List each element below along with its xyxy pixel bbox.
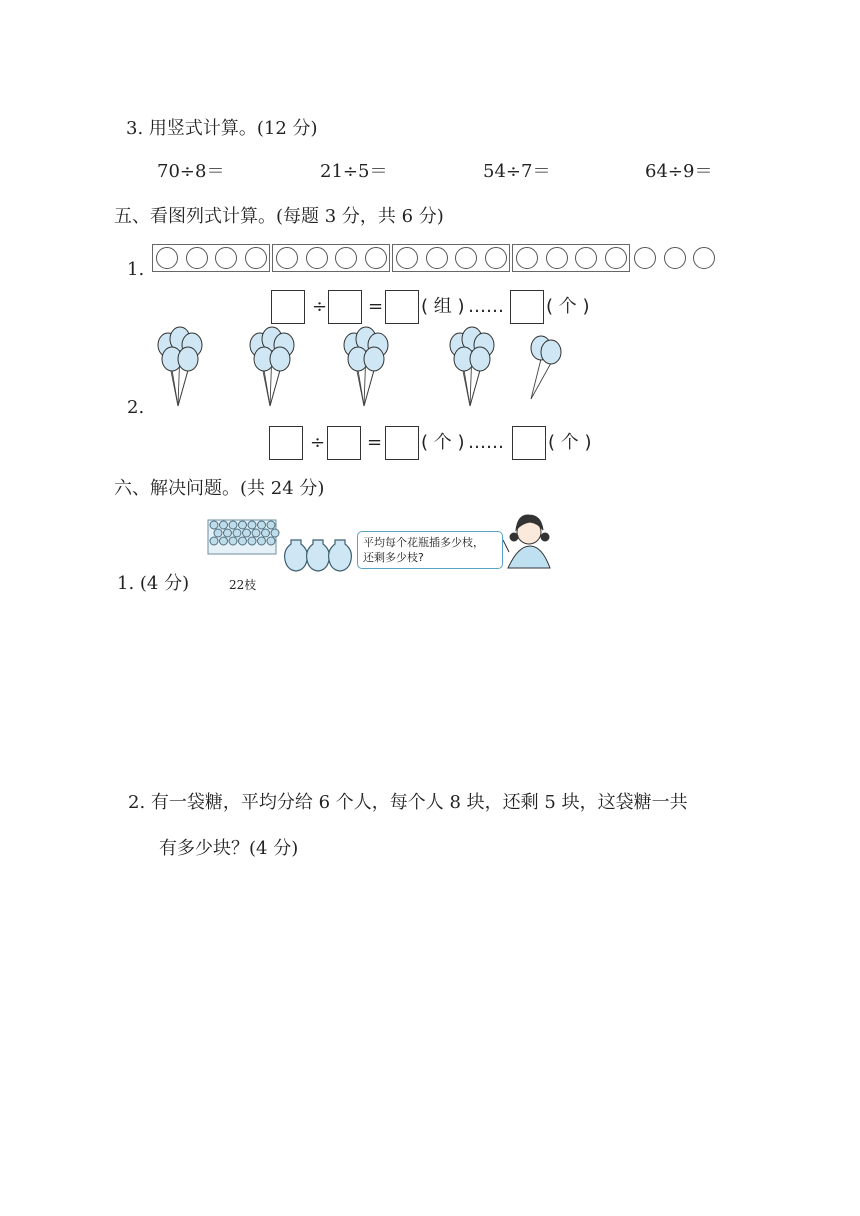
- unit-label-items-2a: ( 个 ): [421, 432, 465, 453]
- unit-label-items-2b: ( 个 ): [548, 432, 592, 453]
- q3-problem-4: 64÷9＝: [645, 161, 713, 182]
- section6-title: 六、解决问题。(共 24 分): [114, 478, 325, 499]
- girl-illustration-icon: [503, 515, 550, 568]
- s6-q2-line2: 有多少块？(4 分): [159, 838, 299, 859]
- q3-problem-2: 21÷5＝: [320, 161, 388, 182]
- q3-problem-3: 54÷7＝: [483, 161, 551, 182]
- s6-q2-line1: 2. 有一袋糖，平均分给 6 个人，每个人 8 块，还剩 5 块，这袋糖一共: [128, 792, 688, 813]
- divide-sign-2: ÷: [310, 432, 326, 453]
- q3-title: 3. 用竖式计算。(12 分): [126, 118, 318, 139]
- unit-label-items: ( 个 ): [546, 296, 590, 317]
- equals-sign-2: =: [367, 432, 383, 453]
- q3-problem-1: 70÷8＝: [157, 161, 225, 182]
- equals-sign: =: [368, 296, 384, 317]
- s6-q1-number: 1. (4 分): [117, 573, 190, 594]
- remainder-dots-2: ……: [468, 432, 504, 453]
- divide-sign: ÷: [312, 296, 328, 317]
- section5-title: 五、看图列式计算。(每题 3 分，共 6 分): [114, 206, 444, 227]
- speech-bubble: 平均每个花瓶插多少枝， 还剩多少枝?: [357, 531, 503, 569]
- flower-bundle-icon: [208, 520, 279, 554]
- flowers-count-label: 22枝: [229, 578, 257, 592]
- vase-icons: [285, 540, 352, 571]
- unit-label-groups: ( 组 ): [421, 296, 465, 317]
- s5-q1-number: 1.: [127, 259, 145, 280]
- remainder-dots: ……: [468, 296, 504, 317]
- s5-q2-number: 2.: [127, 397, 145, 418]
